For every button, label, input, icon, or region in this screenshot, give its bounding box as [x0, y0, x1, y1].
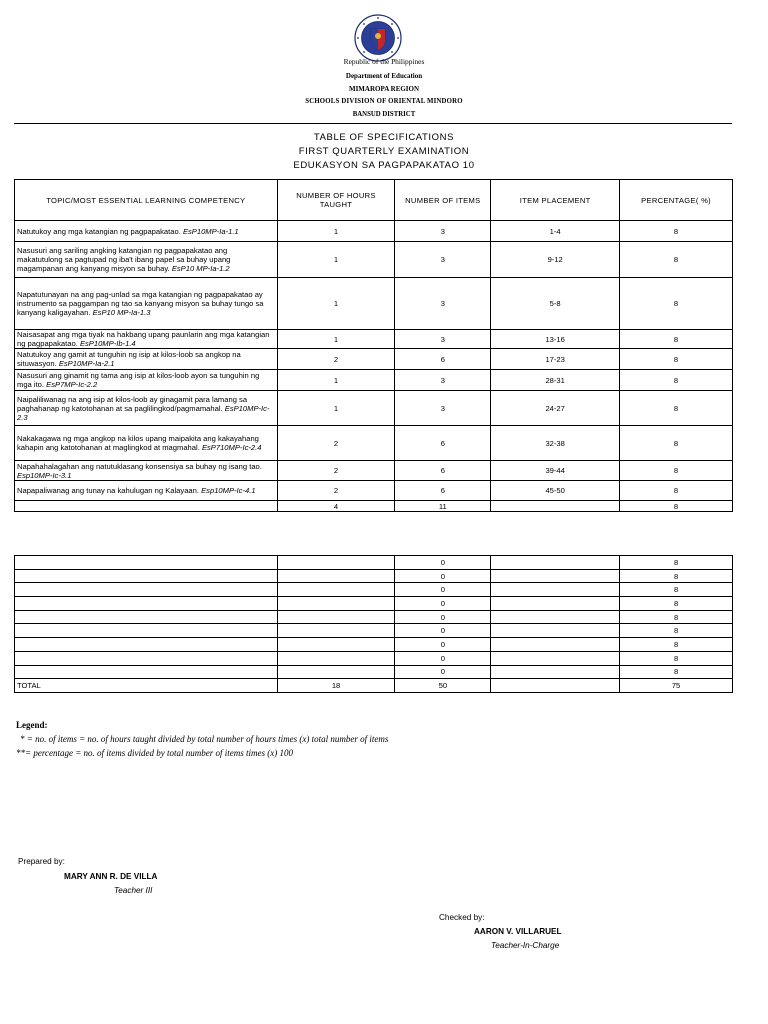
hours-cell	[277, 583, 395, 597]
percentage-cell: 8	[620, 221, 733, 242]
placement-cell: 24-27	[491, 391, 620, 426]
competency-text: Naipaliliwanag na ang isip at kilos-loob ay ginagamit para lamang sa paghahanap ng katotohanan at sa paglilingkod/pagmamahal.	[17, 394, 248, 413]
subtotal-percentage-cell: 8	[620, 501, 733, 512]
competency-code: EsP10MP-Ia-1.1	[182, 226, 239, 236]
table-row	[15, 461, 733, 481]
hours-cell: 1	[277, 221, 395, 242]
table-row	[15, 221, 733, 242]
hours-cell	[277, 610, 395, 624]
items-cell: 6	[395, 349, 491, 370]
district-text: BANSUD DISTRICT	[352, 111, 416, 118]
items-cell: 0	[395, 556, 491, 570]
items-cell: 3	[395, 221, 491, 242]
table-row	[15, 370, 733, 391]
competency-text: Nasusuri ang sariling angking katangian ng pagpapakatao ang makatutulong sa pagtupad ng iba't ibang papel sa buhay upang magampanan ang kanyang misyon sa buhay.	[17, 246, 231, 273]
placement-cell: 17-23	[491, 349, 620, 370]
table-row	[15, 638, 733, 652]
items-cell: 3	[395, 278, 491, 330]
total-items: 50	[395, 679, 491, 693]
placement-cell: 5-8	[491, 278, 620, 330]
header-percentage: PERCENTAGE( %)	[620, 180, 733, 221]
table-row	[15, 242, 733, 278]
header-competency: TOPIC/MOST ESSENTIAL LEARNING COMPETENCY	[15, 180, 278, 221]
republic-text: Republic of the Philippines	[343, 57, 425, 66]
placement-cell	[491, 638, 620, 652]
division-text: SCHOOLS DIVISION OF ORIENTAL MINDORO	[305, 98, 463, 105]
hours-cell	[277, 638, 395, 652]
items-cell: 3	[395, 391, 491, 426]
total-placement	[491, 679, 620, 693]
placement-cell: 1-4	[491, 221, 620, 242]
competency-text: Napapaliwanag ang tunay na kahulugan ng Kalayaan.	[17, 486, 199, 495]
competency-cell	[15, 481, 278, 501]
percentage-cell: 8	[620, 461, 733, 481]
hours-cell: 2	[277, 426, 395, 461]
total-label: TOTAL	[15, 679, 278, 693]
competency-text: Napahahalagahan ang natutuklasang konsensiya sa buhay ng isang tao.	[17, 461, 262, 471]
placement-cell	[491, 597, 620, 611]
legend	[16, 718, 388, 760]
table-row	[15, 330, 733, 349]
hours-cell: 1	[277, 242, 395, 278]
competency-cell	[15, 221, 278, 242]
header-divider	[14, 123, 732, 124]
table-row	[15, 278, 733, 330]
table-row	[15, 569, 733, 583]
hours-cell: 2	[277, 461, 395, 481]
subtotal-items-cell: 11	[395, 501, 491, 512]
table-row	[15, 391, 733, 426]
subject-title: EDUKASYON SA PAGPAPAKATAO 10	[293, 160, 475, 171]
items-cell: 6	[395, 481, 491, 501]
competency-text: Nakakagawa ng mga angkop na kilos upang maipakita ang kakayahang kahapin ang katotohanan at maglingkod at magmahal.	[17, 434, 259, 452]
table-row	[15, 651, 733, 665]
items-cell: 3	[395, 242, 491, 278]
competency-code: EsP710MP-Ic-2.4	[201, 443, 262, 452]
percentage-cell: 8	[620, 426, 733, 461]
placement-cell: 32-38	[491, 426, 620, 461]
competency-code: EsP10 MP-Ia-1.3	[92, 308, 151, 317]
placement-cell	[491, 556, 620, 570]
hours-cell	[277, 651, 395, 665]
percentage-cell: 8	[620, 624, 733, 638]
table-row	[15, 349, 733, 370]
hours-cell: 1	[277, 330, 395, 349]
competency-cell	[15, 610, 278, 624]
table-row	[15, 583, 733, 597]
prepared-by-label: Prepared by:	[18, 857, 65, 866]
placement-cell	[491, 583, 620, 597]
hours-cell: 1	[277, 370, 395, 391]
subtotal-placement-cell	[491, 501, 620, 512]
percentage-cell: 8	[620, 330, 733, 349]
department-text: Department of Education	[345, 72, 423, 80]
hours-cell	[277, 665, 395, 679]
competency-cell	[15, 370, 278, 391]
subtotal-hours-cell: 4	[277, 501, 395, 512]
competency-code: EsP10MP-Ic-2.3	[17, 403, 270, 422]
competency-text: Natutukoy ang gamit at tunguhin ng isip at kilos-loob sa angkop na situwasyon.	[17, 350, 241, 368]
items-cell: 3	[395, 330, 491, 349]
competency-cell	[15, 242, 278, 278]
hours-cell: 2	[277, 481, 395, 501]
checker-title: Teacher-In-Charge	[491, 941, 560, 950]
competency-code: EsP10MP-Ia-2.1	[58, 359, 115, 368]
table-row	[15, 556, 733, 570]
competency-cell	[15, 665, 278, 679]
competency-cell	[15, 569, 278, 583]
competency-cell	[15, 583, 278, 597]
percentage-cell: 8	[620, 651, 733, 665]
table-row	[15, 610, 733, 624]
percentage-cell: 8	[620, 583, 733, 597]
preparer-name: MARY ANN R. DE VILLA	[64, 872, 158, 881]
table-row	[15, 624, 733, 638]
items-cell: 0	[395, 569, 491, 583]
placement-cell: 13-16	[491, 330, 620, 349]
percentage-cell: 8	[620, 610, 733, 624]
table-row	[15, 481, 733, 501]
placement-cell	[491, 651, 620, 665]
doc-title: TABLE OF SPECIFICATIONS	[313, 132, 455, 143]
competency-text: Naisasapat ang mga tiyak na hakbang upang paunlarin ang mga katangian ng pagpapakatao.	[17, 330, 270, 348]
competency-code: Esp10MP-Ic-4.1	[201, 486, 256, 495]
items-cell: 3	[395, 370, 491, 391]
total-row	[15, 679, 733, 693]
hours-cell	[277, 569, 395, 583]
competency-cell	[15, 426, 278, 461]
placement-cell: 39-44	[491, 461, 620, 481]
items-cell: 0	[395, 638, 491, 652]
deped-seal-icon	[354, 14, 402, 62]
competency-cell	[15, 391, 278, 426]
placement-cell: 9-12	[491, 242, 620, 278]
table-header-row	[15, 180, 733, 221]
table-row	[15, 665, 733, 679]
competency-cell	[15, 330, 278, 349]
percentage-cell: 8	[620, 569, 733, 583]
items-cell: 0	[395, 597, 491, 611]
summary-table	[14, 555, 733, 693]
items-cell: 0	[395, 583, 491, 597]
percentage-cell: 8	[620, 391, 733, 426]
competency-cell	[15, 638, 278, 652]
hours-cell	[277, 597, 395, 611]
hours-cell: 1	[277, 278, 395, 330]
legend-title: Legend:	[16, 720, 48, 730]
items-cell: 0	[395, 651, 491, 665]
competency-cell	[15, 349, 278, 370]
items-cell: 0	[395, 624, 491, 638]
percentage-cell: 8	[620, 278, 733, 330]
percentage-cell: 8	[620, 370, 733, 391]
legend-percentage-formula: **= percentage = no. of items divided by total number of items times (x) 100	[16, 748, 294, 758]
competency-cell	[15, 651, 278, 665]
specs-table	[14, 179, 733, 512]
competency-code: EsP10MP-Ib-1.4	[79, 339, 136, 348]
placement-cell	[491, 569, 620, 583]
items-cell: 6	[395, 461, 491, 481]
percentage-cell: 8	[620, 638, 733, 652]
percentage-cell: 8	[620, 556, 733, 570]
legend-items-formula: * = no. of items = no. of hours taught divided by total number of hours times (x) total number of items	[20, 734, 389, 744]
checked-by-label: Checked by:	[439, 913, 485, 922]
header-hours: NUMBER OF HOURS TAUGHT	[277, 180, 395, 221]
header-items: NUMBER OF ITEMS	[395, 180, 491, 221]
percentage-cell: 8	[620, 597, 733, 611]
placement-cell	[491, 610, 620, 624]
competency-text: Natutukoy ang mga katangian ng pagpapakatao.	[17, 226, 181, 236]
competency-cell	[15, 461, 278, 481]
items-cell: 6	[395, 426, 491, 461]
header-placement: ITEM PLACEMENT	[491, 180, 620, 221]
checker-name: AARON V. VILLARUEL	[474, 927, 562, 936]
competency-cell	[15, 597, 278, 611]
subtotal-row	[15, 501, 733, 512]
hours-cell	[277, 556, 395, 570]
percentage-cell: 8	[620, 349, 733, 370]
competency-text: Napatutunayan na ang pag-unlad sa mga katangian ng pagpapakatao ay instrumento sa paggampan ng tao sa kanyang misyon sa buhay tungo sa kanyang kaligayahan.	[17, 290, 264, 317]
percentage-cell: 8	[620, 665, 733, 679]
competency-code: EsP7MP-Ic-2.2	[46, 380, 98, 389]
competency-code: Esp10MP-Ic-3.1	[17, 470, 72, 480]
subtotal-label-cell	[15, 501, 278, 512]
competency-text: Nasusuri ang ginamit ng tama ang isip at kilos-loob ayon sa tunguhin ng mga ito.	[17, 371, 260, 389]
hours-cell	[277, 624, 395, 638]
competency-cell	[15, 278, 278, 330]
region-text: MIMAROPA REGION	[348, 85, 420, 93]
items-cell: 0	[395, 665, 491, 679]
items-cell: 0	[395, 610, 491, 624]
competency-cell	[15, 556, 278, 570]
table-row	[15, 597, 733, 611]
placement-cell: 28-31	[491, 370, 620, 391]
placement-cell	[491, 665, 620, 679]
competency-code: EsP10 MP-Ia-1.2	[171, 264, 230, 273]
competency-cell	[15, 624, 278, 638]
total-hours: 18	[277, 679, 395, 693]
table-row	[15, 426, 733, 461]
hours-cell: 1	[277, 391, 395, 426]
percentage-cell: 8	[620, 242, 733, 278]
preparer-title: Teacher III	[114, 886, 153, 895]
exam-title: FIRST QUARTERLY EXAMINATION	[298, 146, 470, 157]
placement-cell	[491, 624, 620, 638]
placement-cell: 45-50	[491, 481, 620, 501]
hours-cell: 2	[277, 349, 395, 370]
total-percentage: 75	[620, 679, 733, 693]
percentage-cell: 8	[620, 481, 733, 501]
